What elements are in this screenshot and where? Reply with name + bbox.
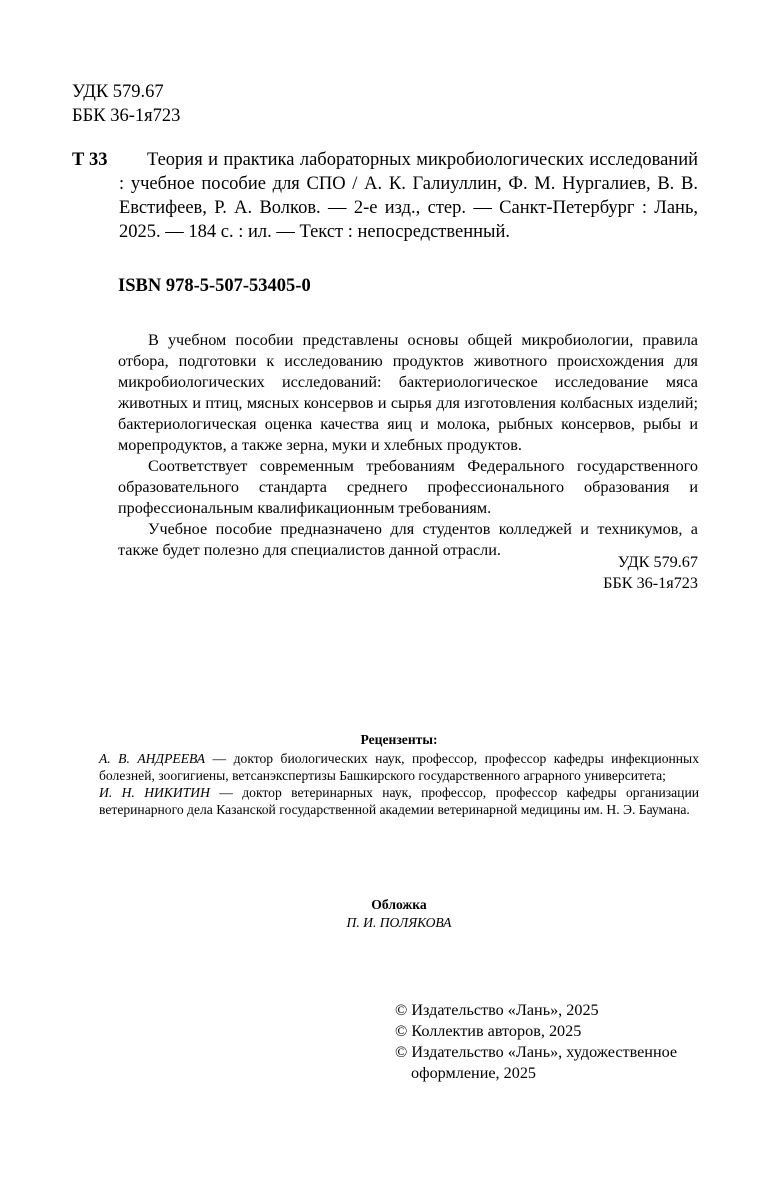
reviewer-name: И. Н. НИКИТИН: [99, 785, 210, 800]
udc-code: УДК 579.67: [72, 82, 164, 102]
copyright-line: © Коллектив авторов, 2025: [395, 1022, 582, 1040]
description-line: стер. — Санкт-Петербург : Лань, 2025. — 184 с. : ил. — Текст :: [119, 198, 698, 242]
bbk-code: ББК 36-1я723: [603, 574, 698, 592]
copyright-block: [395, 1000, 705, 1084]
abstract-paragraph: В учебном пособии представлены основы общей микробиологии, правила отбора, подготовки к исследованию продуктов животного происхождения для микробиологических исследований: бактериологическое исследование мяса животных и птиц, мясных консервов и сырья для изготовления колбасных изделий; бактериологическая оценка качества яиц и молока, рыбных консервов, рыбы и морепродуктов, а также зерна, муки и хлебных продуктов.: [118, 331, 698, 454]
abstract: [118, 330, 698, 561]
cover-heading: Обложка: [371, 897, 427, 912]
description-line: непосредственный.: [357, 222, 510, 242]
reviewer-entry: [99, 750, 699, 784]
reviewer-entry: [99, 784, 699, 818]
abstract-paragraph: Учебное пособие предназначено для студентов колледжей и техникумов, а также будет полезно для специалистов данной отрасли.: [118, 520, 698, 559]
reviewer-name: А. В. АНДРЕЕВА: [99, 751, 206, 766]
reviewers-heading: Рецензенты:: [360, 732, 438, 747]
bbk-code: ББК 36-1я723: [72, 106, 181, 126]
description-line: исследований : учебное пособие для СПО / А. К. Галиуллин,: [119, 150, 698, 194]
udc-code: УДК 579.67: [617, 553, 698, 571]
description-line: Ф. М. Нургалиев, В. В. Евстифеев, Р. А. Волков. — 2-е изд.,: [119, 174, 698, 218]
copyright-line: © Издательство «Лань», 2025: [395, 1001, 599, 1019]
reviewer-description: — доктор ветеринарных наук, профессор, профессор кафедры организации ветеринарного дела Казанской государственной академии ветеринарной медицины им. Н. Э. Баумана.: [99, 785, 699, 817]
copyright-line: © Издательство «Лань», художественное оформление, 2025: [395, 1043, 678, 1082]
description-line: Теория и практика лабораторных микробиологических: [147, 150, 584, 170]
bibliographic-description: [119, 148, 698, 244]
reviewer-description: — доктор биологических наук, профессор, профессор кафедры инфекционных болезней, зоогигиены, ветсанэкспертизы Башкирского государственного аграрного университета;: [99, 751, 699, 783]
author-mark: Т 33: [72, 150, 108, 170]
cover-designer: П. И. ПОЛЯКОВА: [346, 915, 452, 930]
cover-credit: [99, 896, 699, 932]
isbn: ISBN 978-5-507-53405-0: [118, 276, 311, 296]
bibliographic-entry: [72, 148, 698, 244]
classification-block-bottom: [603, 552, 698, 594]
abstract-paragraph: Соответствует современным требованиям Федерального государственного образовательного стандарта среднего профессионального образования и профессиональным квалификационным требованиям.: [118, 457, 698, 517]
reviewers-block: [99, 731, 699, 818]
classification-block: [72, 80, 180, 128]
